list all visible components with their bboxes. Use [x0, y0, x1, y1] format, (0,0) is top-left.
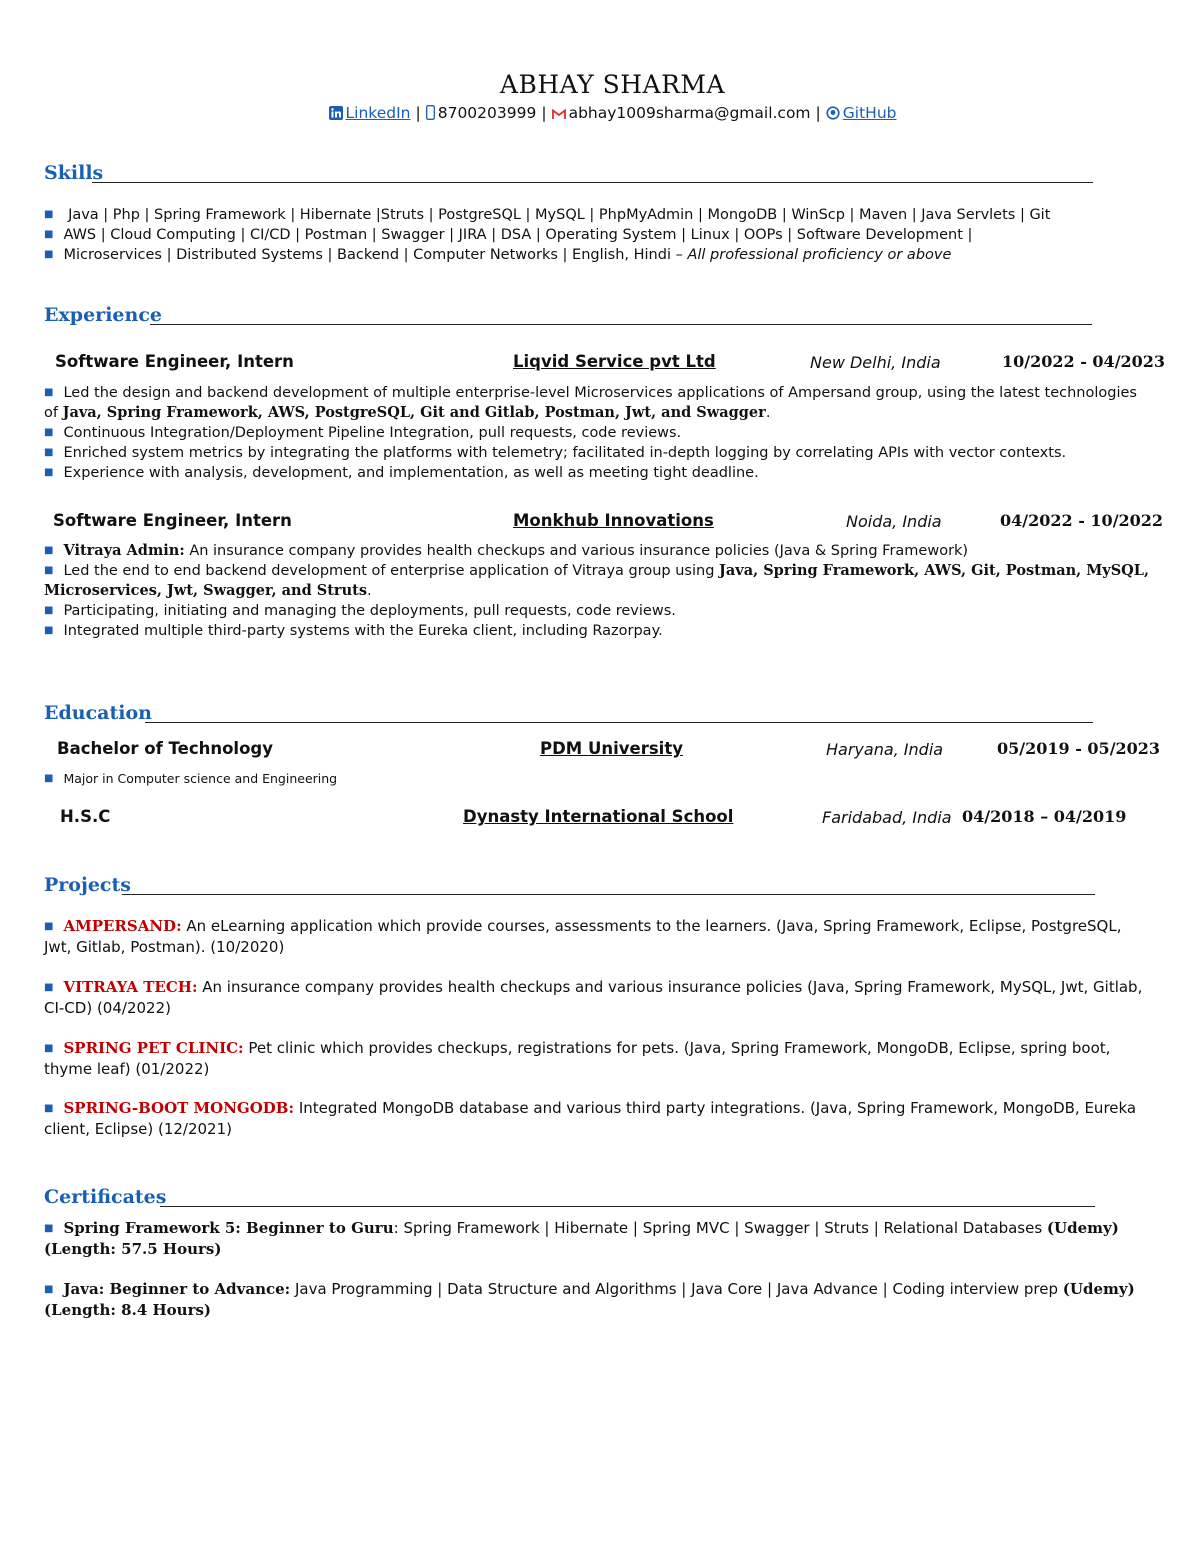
projects-divider — [122, 894, 1095, 895]
job-role: Software Engineer, Intern — [55, 352, 294, 371]
school-name[interactable]: Dynasty International School — [463, 807, 734, 826]
degree: H.S.C — [60, 807, 111, 826]
education-divider — [145, 722, 1093, 723]
list-item: ■ Major in Computer science and Engineering — [44, 771, 338, 786]
project-item: ■ AMPERSAND: An eLearning application which provide courses, assessments to the learners. (Java, Spring Framework, Eclipse, PostgreSQL, Jwt, Gitlab, Postman). (10/2020) — [44, 917, 1122, 956]
education-dates: 05/2019 - 05/2023 — [997, 739, 1161, 758]
education-dates: 04/2018 – 04/2019 — [962, 807, 1127, 826]
list-item: ■ Continuous Integration/Deployment Pipeline Integration, pull requests, code reviews. — [44, 425, 682, 441]
list-item: ■ Java | Php | Spring Framework | Hibernate |Struts | PostgreSQL | MySQL | PhpMyAdmin | MongoDB | WinScp | Maven | Java Servlets | Git — [44, 207, 1051, 223]
skills-title: Skills — [44, 162, 104, 184]
email-address[interactable]: abhay1009sharma@gmail.com — [568, 104, 811, 122]
github-link[interactable]: GitHub — [842, 104, 897, 122]
list-item: ■ Microservices | Distributed Systems | Backend | Computer Networks | English, Hindi – All professional proficiency or above — [44, 247, 952, 263]
school-location: Haryana, India — [826, 740, 944, 759]
list-item: ■ Enriched system metrics by integrating the platforms with telemetry; facilitated in-depth logging by correlating APIs with vector contexts. — [44, 445, 1067, 461]
certificate-item: ■ Java: Beginner to Advance: Java Programming | Data Structure and Algorithms | Java Core | Java Advance | Coding interview prep (Udemy) (Length: 8.4 Hours) — [44, 1280, 1135, 1319]
list-item: ■ Led the end to end backend development of enterprise application of Vitraya group using Java, Spring Framework, AWS, Git, Postman, MySQL, Microservices, Jwt, Swagger, and Struts. — [44, 562, 1150, 599]
project-item: ■ VITRAYA TECH: An insurance company provides health checkups and various insurance policies (Java, Spring Framework, MySQL, Jwt, Gitlab, CI-CD) (04/2022) — [44, 978, 1143, 1017]
experience-title: Experience — [44, 304, 162, 326]
list-item: ■ AWS | Cloud Computing | CI/CD | Postman | Swagger | JIRA | DSA | Operating System | Linux | OOPs | Software Development | — [44, 227, 973, 243]
list-item: ■ Experience with analysis, development, and implementation, as well as meeting tight deadline. — [44, 465, 759, 481]
list-item: ■ Integrated multiple third-party systems with the Eureka client, including Razorpay. — [44, 623, 663, 639]
degree: Bachelor of Technology — [57, 739, 273, 758]
education-title: Education — [44, 702, 152, 724]
skills-divider — [92, 182, 1093, 183]
list-item: ■ Participating, initiating and managing the deployments, pull requests, code reviews. — [44, 603, 676, 619]
list-item: ■ Vitraya Admin: An insurance company provides health checkups and various insurance policies (Java & Spring Framework) — [44, 542, 969, 559]
experience-divider — [150, 324, 1092, 325]
job-role: Software Engineer, Intern — [53, 511, 292, 530]
contact-line: LinkedIn | 8700203999 | abhay1009sharma@gmail.com | GitHub — [0, 104, 1200, 124]
gmail-icon — [552, 106, 566, 124]
job-bullets — [44, 541, 1154, 641]
list-item: ■ Led the design and backend development of multiple enterprise-level Microservices applications of Ampersand group, using the latest technologies of Java, Spring Framework, AWS, PostgreSQL, Git and Gitlab, Postman, Jwt, and Swagger. — [44, 385, 1137, 421]
linkedin-icon — [329, 106, 343, 124]
job-bullets — [44, 383, 1154, 483]
certificates-divider — [160, 1206, 1095, 1207]
phone-number: 8700203999 — [437, 104, 537, 122]
job-location: Noida, India — [846, 512, 942, 531]
github-icon — [826, 106, 840, 124]
school-location: Faridabad, India — [822, 808, 952, 827]
project-item: ■ SPRING PET CLINIC: Pet clinic which provides checkups, registrations for pets. (Java, Spring Framework, MongoDB, Eclipse, spring boot, thyme leaf) (01/2022) — [44, 1039, 1111, 1078]
phone-icon — [426, 105, 435, 124]
job-location: New Delhi, India — [810, 353, 941, 372]
candidate-name: ABHAY SHARMA — [499, 70, 726, 99]
certificates-title: Certificates — [44, 1186, 167, 1208]
project-item: ■ SPRING-BOOT MONGODB: Integrated MongoDB database and various third party integrations. (Java, Spring Framework, MongoDB, Eureka client, Eclipse) (12/2021) — [44, 1099, 1137, 1138]
skills-list — [44, 205, 1050, 265]
certificate-item: ■ Spring Framework 5: Beginner to Guru: Spring Framework | Hibernate | Spring MVC | Swagger | Struts | Relational Databases (Udemy) (Length: 57.5 Hours) — [44, 1219, 1119, 1258]
school-name[interactable]: PDM University — [540, 739, 683, 758]
linkedin-link[interactable]: LinkedIn — [345, 104, 411, 122]
company-name[interactable]: Monkhub Innovations — [513, 511, 714, 530]
job-dates: 10/2022 - 04/2023 — [1002, 352, 1166, 371]
job-dates: 04/2022 - 10/2022 — [1000, 511, 1164, 530]
company-name[interactable]: Liqvid Service pvt Ltd — [513, 352, 716, 371]
projects-title: Projects — [44, 874, 131, 896]
